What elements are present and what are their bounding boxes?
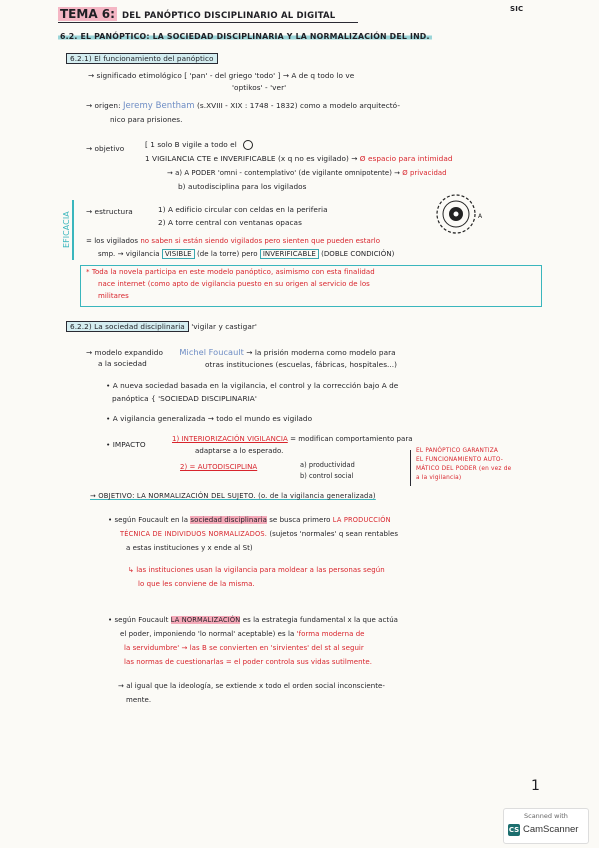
objetivo-2-red: Ø espacio para intimidad [359,154,453,163]
p1-line-5: lo que les conviene de la misma. [138,580,255,588]
bullet-1-line-2: panóptica { 'SOCIEDAD DISCIPLINARIA' [112,394,257,403]
sociedad-disciplinaria-highlight: sociedad disciplinaria [190,516,267,524]
scanner-badge [503,808,589,844]
impacto-bracket [410,450,411,486]
objetivo-3-red: Ø privacidad [402,169,447,177]
impacto-side-2: EL FUNCIONAMIENTO AUTO- [416,457,504,463]
p1-line-1 [108,516,391,524]
estructura-2: 2) A torre central con ventanas opacas [158,218,302,227]
eficacia-line-2 [98,250,394,258]
objetivo-1 [145,140,253,150]
title-underline [58,22,358,23]
note-line-1: * Toda la novela participa en este modelo panóptico, asimismo con esta finalidad [86,268,375,276]
subsection-2 [66,322,257,331]
eficacia-line-1 [86,237,380,245]
significado-line: → significado etimológico [ 'pan' - del griego 'todo' ] → A de q todo lo ve [88,71,355,80]
title-text: DEL PANÓPTICO DISCIPLINARIO AL DIGITAL [122,11,336,21]
svg-text:A: A [478,213,483,220]
visible-box: VISIBLE [162,249,195,259]
bullet-2: • A vigilancia generalizada → todo el mundo es vigilado [106,414,313,423]
objetivo-3-text: → a) A PODER 'omni - contemplativo' (de vigilante omnipotente) → [167,169,400,177]
objetivo-2-text: 1 VIGILANCIA CTE e INVERIFICABLE (x q no es vigilado) → [145,154,358,163]
p2-2b: 'forma moderna de [296,630,365,638]
significado-subline: 'optikos' - 'ver' [232,83,287,92]
normalizacion-highlight: LA NORMALIZACIÓN [170,616,241,624]
panopticon-diagram [430,190,490,238]
subsection-2-label: 6.2.2) La sociedad disciplinaria [66,321,189,332]
p2-line-4: las normas de cuestionarlas = el poder controla sus vidas sutilmente. [124,658,373,666]
eficacia-side-label: EFICACIA [62,211,71,248]
p2-1a: • según Foucault [108,616,169,624]
bullet-1-line-1: • A nueva sociedad basada en la vigilancia, el control y la corrección bajo A de [106,381,399,390]
p1-2a: TÉCNICA DE INDIVIDUOS NORMALIZADOS. [120,530,268,538]
scanner-line-2: CamScanner [523,824,579,835]
origen-rest: (s.XVIII - XIX : 1748 - 1832) como a modelo arquitectó- [197,101,401,110]
p1-2b: (sujetos 'normales' q sean rentables [269,530,399,538]
objetivo-4: b) autodisciplina para los vigilados [178,182,307,191]
p1-line-3: a estas instituciones y x ende al St) [126,544,253,552]
impacto-side-3: MÁTICO DEL PODER (en vez de [416,466,512,472]
eficacia-bracket [72,200,74,260]
foucault-name: Michel Foucault [179,347,244,357]
impacto-side-4: a la vigilancia) [416,475,462,481]
origen-cont: nico para prisiones. [110,115,183,124]
eficacia-2a: smp. → vigilancia [98,250,160,258]
note-line-3: militares [98,292,129,300]
objetivo-2 [145,154,453,163]
subsection-1-label: 6.2.1) El funcionamiento del panóptico [66,53,218,64]
p3-line-1: → al igual que la ideología, se extiende x todo el orden social inconsciente- [118,682,385,690]
p2-line-1 [108,616,398,624]
section-heading: 6.2. EL PANÓPTICO: LA SOCIEDAD DISCIPLINARIA Y LA NORMALIZACIÓN DEL IND. [60,32,430,41]
impacto-1 [172,435,413,443]
eficacia-2c: (de la torre) pero [196,250,258,258]
p2-line-3: la servidumbre' → las B se convierten en 'sirvientes' del st al seguir [124,644,364,652]
impacto-label: • IMPACTO [106,440,146,449]
camscanner-logo-icon: CS [508,826,520,834]
p1-line-4: ↳ las instituciones usan la vigilancia para moldear a las personas según [128,566,385,574]
impacto-2b: b) control social [300,472,354,480]
objetivo-3 [167,169,447,177]
modelo-line [86,347,396,357]
p2-2a: el poder, imponiendo 'lo normal' aceptable) es la [120,630,295,638]
modelo-3: otras instituciones (escuelas, fábricas, hospitales...) [205,360,398,369]
origen-prefix: → origen: [86,101,121,110]
scanner-line-1: Scanned with [524,812,568,820]
p1-1a: • según Foucault en la [108,516,189,524]
objetivo-1-text: [ 1 solo B vigile a todo el [145,140,237,149]
impacto-1-red: 1) INTERIORIZACIÓN VIGILANCIA [172,435,288,443]
note-line-2: nace internet (como apto de vigilancia puesto en su origen al servicio de los [98,280,370,288]
p1-line-2 [120,530,398,538]
page-number: 1 [531,778,540,794]
impacto-side-1: EL PANÓPTICO GARANTIZA [416,448,499,454]
eficacia-2e: (DOBLE CONDICIÓN) [321,250,395,258]
objetivo-label: → objetivo [86,144,125,153]
p2-1c: es la estrategia fundamental x la que actúa [242,616,399,624]
title-topic: TEMA 6: [60,7,115,21]
p1-1c: se busca primero [269,516,331,524]
inverificable-box: INVERIFICABLE [260,249,319,259]
subsection-2-quote: 'vigilar y castigar' [191,322,257,331]
estructura-1: 1) A edificio circular con celdas en la periferia [158,205,328,214]
impacto-1-rest: = modifican comportamiento para [290,435,413,443]
corner-mark: SIC [510,5,524,13]
bentham-name: Jeremy Bentham [122,101,195,111]
tower-mini-icon [243,140,253,150]
objetivo-normalizacion: → OBJETIVO: LA NORMALIZACIÓN DEL SUJETO. (o. de la vigilancia generalizada) [90,492,376,500]
p2-line-2 [120,630,365,638]
impacto-2: 2) = AUTODISCIPLINA [180,463,258,471]
eficacia-1b: no saben si están siendo vigilados pero sienten que pueden estarlo [140,237,381,245]
eficacia-1a: = los vigilados [86,237,139,245]
impacto-1-cont: adaptarse a lo esperado. [195,447,284,455]
page-title [58,3,335,22]
modelo-2: a la sociedad [98,359,147,368]
origen-line [86,101,400,111]
p1-1d: LA PRODUCCIÓN [332,516,391,524]
estructura-label: → estructura [86,207,133,216]
modelo-rest: → la prisión moderna como modelo para [246,348,396,357]
impacto-2a: a) productividad [300,461,355,469]
modelo-1: → modelo expandido [86,348,164,357]
p3-line-2: mente. [126,696,152,704]
